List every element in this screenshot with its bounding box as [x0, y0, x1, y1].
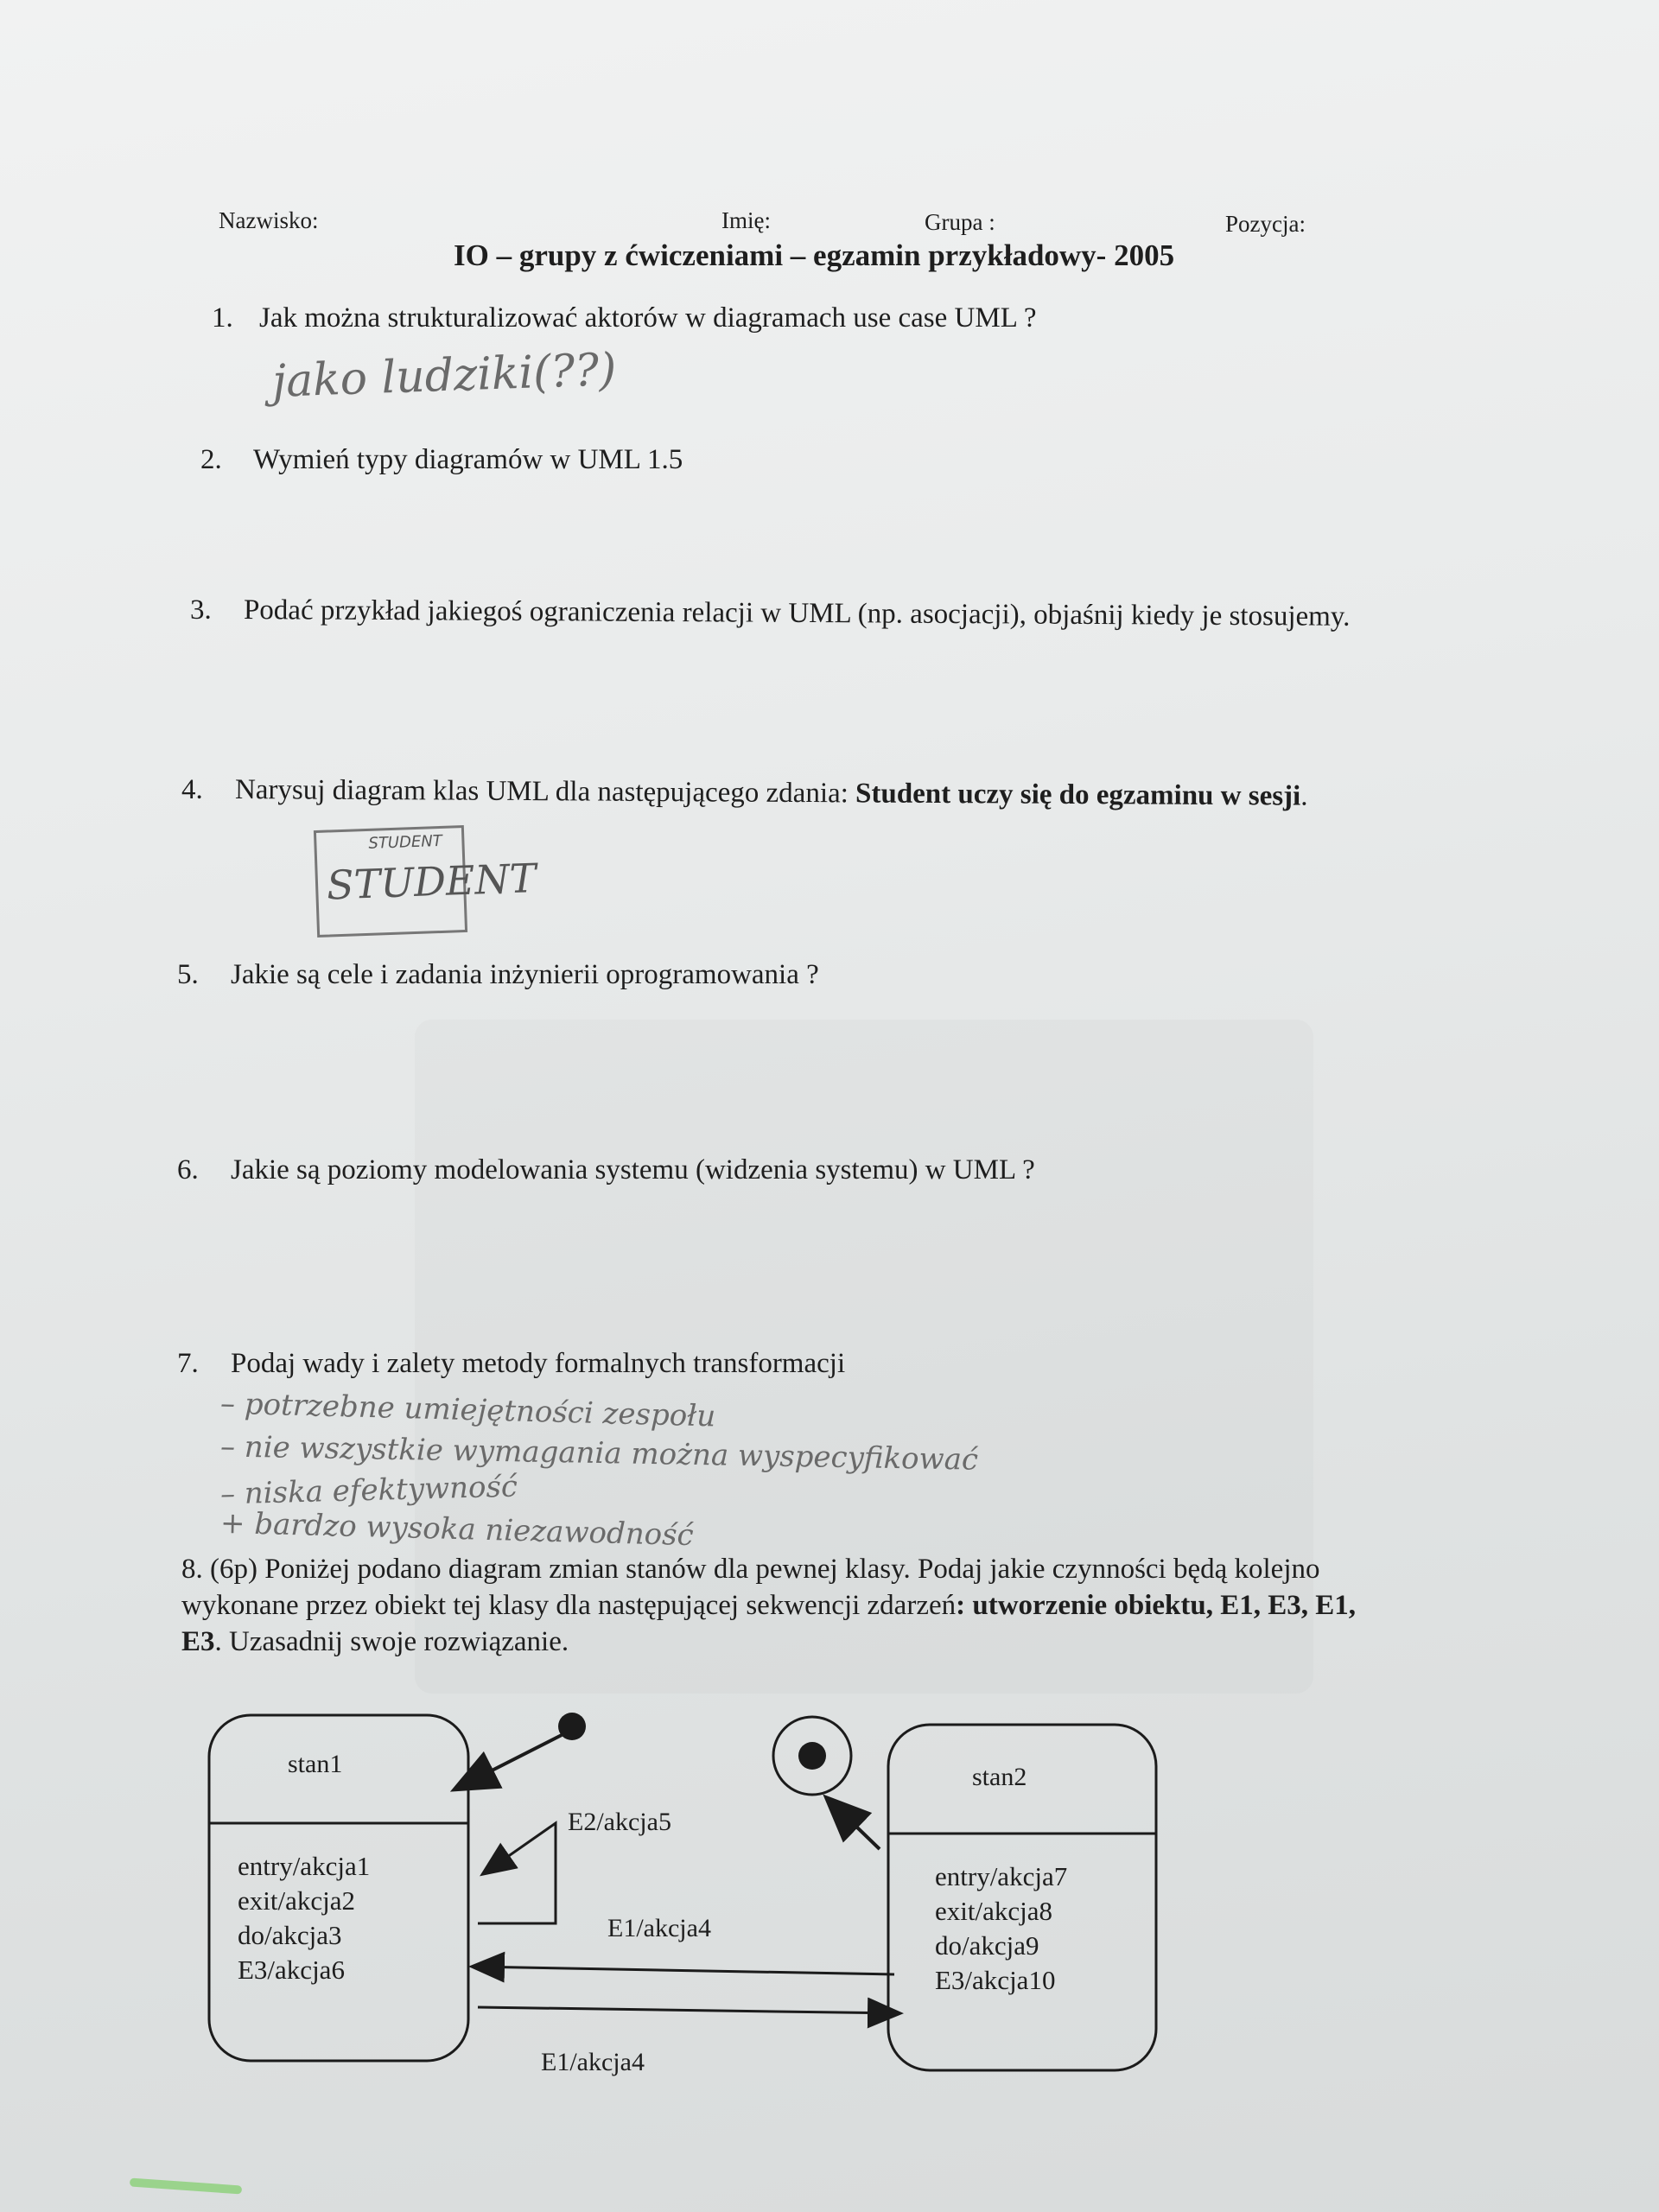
- transition-stan1-to-stan2: [478, 2007, 899, 2013]
- box-scribble-top: STUDENT: [368, 831, 443, 853]
- label-nazwisko: Nazwisko:: [219, 207, 319, 233]
- stan2-action-e3: E3/akcja10: [935, 1965, 1056, 1995]
- question-5-text: Jakie są cele i zadania inżynierii oprogramowania ?: [231, 959, 819, 990]
- initial-transition-arrow: [456, 1735, 562, 1789]
- question-5-number: 5.: [177, 959, 199, 990]
- question-2-number: 2.: [200, 444, 222, 475]
- label-pozycja: Pozycja:: [1225, 211, 1306, 237]
- question-7-number: 7.: [177, 1348, 199, 1379]
- question-3-number: 3.: [190, 594, 212, 626]
- self-transition-arrow: [478, 1823, 556, 1923]
- final-transition-arrow: [828, 1799, 880, 1849]
- state-stan2-actions: [935, 1859, 1067, 1998]
- question-1-number: 1.: [212, 302, 233, 334]
- state-stan2-name: stan2: [972, 1763, 1027, 1791]
- handwritten-answer-1: jako ludziki(??): [271, 344, 618, 408]
- stan1-action-entry: entry/akcja1: [238, 1851, 371, 1881]
- question-3-text: Podać przykład jakiegoś ograniczenia relacji w UML (np. asocjacji), objaśnij kiedy je stosujemy.: [243, 594, 1351, 632]
- handwritten-answer-7-line-2: – nie wszystkie wymagania można wyspecyfikować: [219, 1429, 979, 1478]
- stan2-action-exit: exit/akcja8: [935, 1896, 1052, 1926]
- question-1-text: Jak można strukturalizować aktorów w diagramach use case UML ?: [259, 302, 1037, 334]
- stan2-action-do: do/akcja9: [935, 1930, 1039, 1961]
- question-8-line-1: 8. (6p) Poniżej podano diagram zmian stanów dla pewnej klasy. Podaj jakie czynności będą kolejno: [181, 1554, 1320, 1585]
- stan1-action-exit: exit/akcja2: [238, 1885, 355, 1916]
- state-stan1-name: stan1: [288, 1750, 343, 1778]
- question-8-line-3: E3. Uzasadnij swoje rozwiązanie.: [181, 1626, 569, 1657]
- label-transition-stan1-to-stan2: E1/akcja4: [541, 2048, 645, 2076]
- final-state-dot: [798, 1742, 826, 1770]
- transition-stan2-to-stan1: [474, 1967, 894, 1974]
- state-stan1-actions: [238, 1849, 370, 1987]
- stan1-action-do: do/akcja3: [238, 1920, 342, 1950]
- label-transition-stan2-to-stan1: E1/akcja4: [607, 1914, 711, 1942]
- question-6-text: Jakie są poziomy modelowania systemu (widzenia systemu) w UML ?: [231, 1154, 1035, 1185]
- question-7-text: Podaj wady i zalety metody formalnych transformacji: [231, 1348, 846, 1379]
- label-grupa: Grupa :: [925, 209, 995, 235]
- handwritten-answer-7-line-4: + bardzo wysoka niezawodność: [219, 1505, 695, 1554]
- label-self-transition: E2/akcja5: [568, 1808, 671, 1836]
- question-8-line-2: wykonane przez obiekt tej klasy dla następującej sekwencji zdarzeń: utworzenie obiektu, E1, E3, E1,: [181, 1590, 1357, 1621]
- question-4-number: 4.: [181, 774, 203, 805]
- question-6-number: 6.: [177, 1154, 199, 1185]
- page-title: IO – grupy z ćwiczeniami – egzamin przykładowy- 2005: [454, 238, 1175, 272]
- stan2-action-entry: entry/akcja7: [935, 1861, 1068, 1891]
- question-4-text: Narysuj diagram klas UML dla następującego zdania: Student uczy się do egzaminu w sesji.: [234, 774, 1308, 812]
- question-2-text: Wymień typy diagramów w UML 1.5: [253, 444, 683, 475]
- label-imie: Imię:: [721, 207, 771, 233]
- stan1-action-e3: E3/akcja6: [238, 1955, 345, 1985]
- initial-state-dot: [558, 1713, 586, 1740]
- handwritten-answer-7-line-1: – potrzebne umiejętności zespołu: [219, 1386, 716, 1434]
- handwritten-answer-7-line-3: – niska efektywność: [219, 1469, 518, 1512]
- box-scribble-main: STUDENT: [326, 855, 537, 909]
